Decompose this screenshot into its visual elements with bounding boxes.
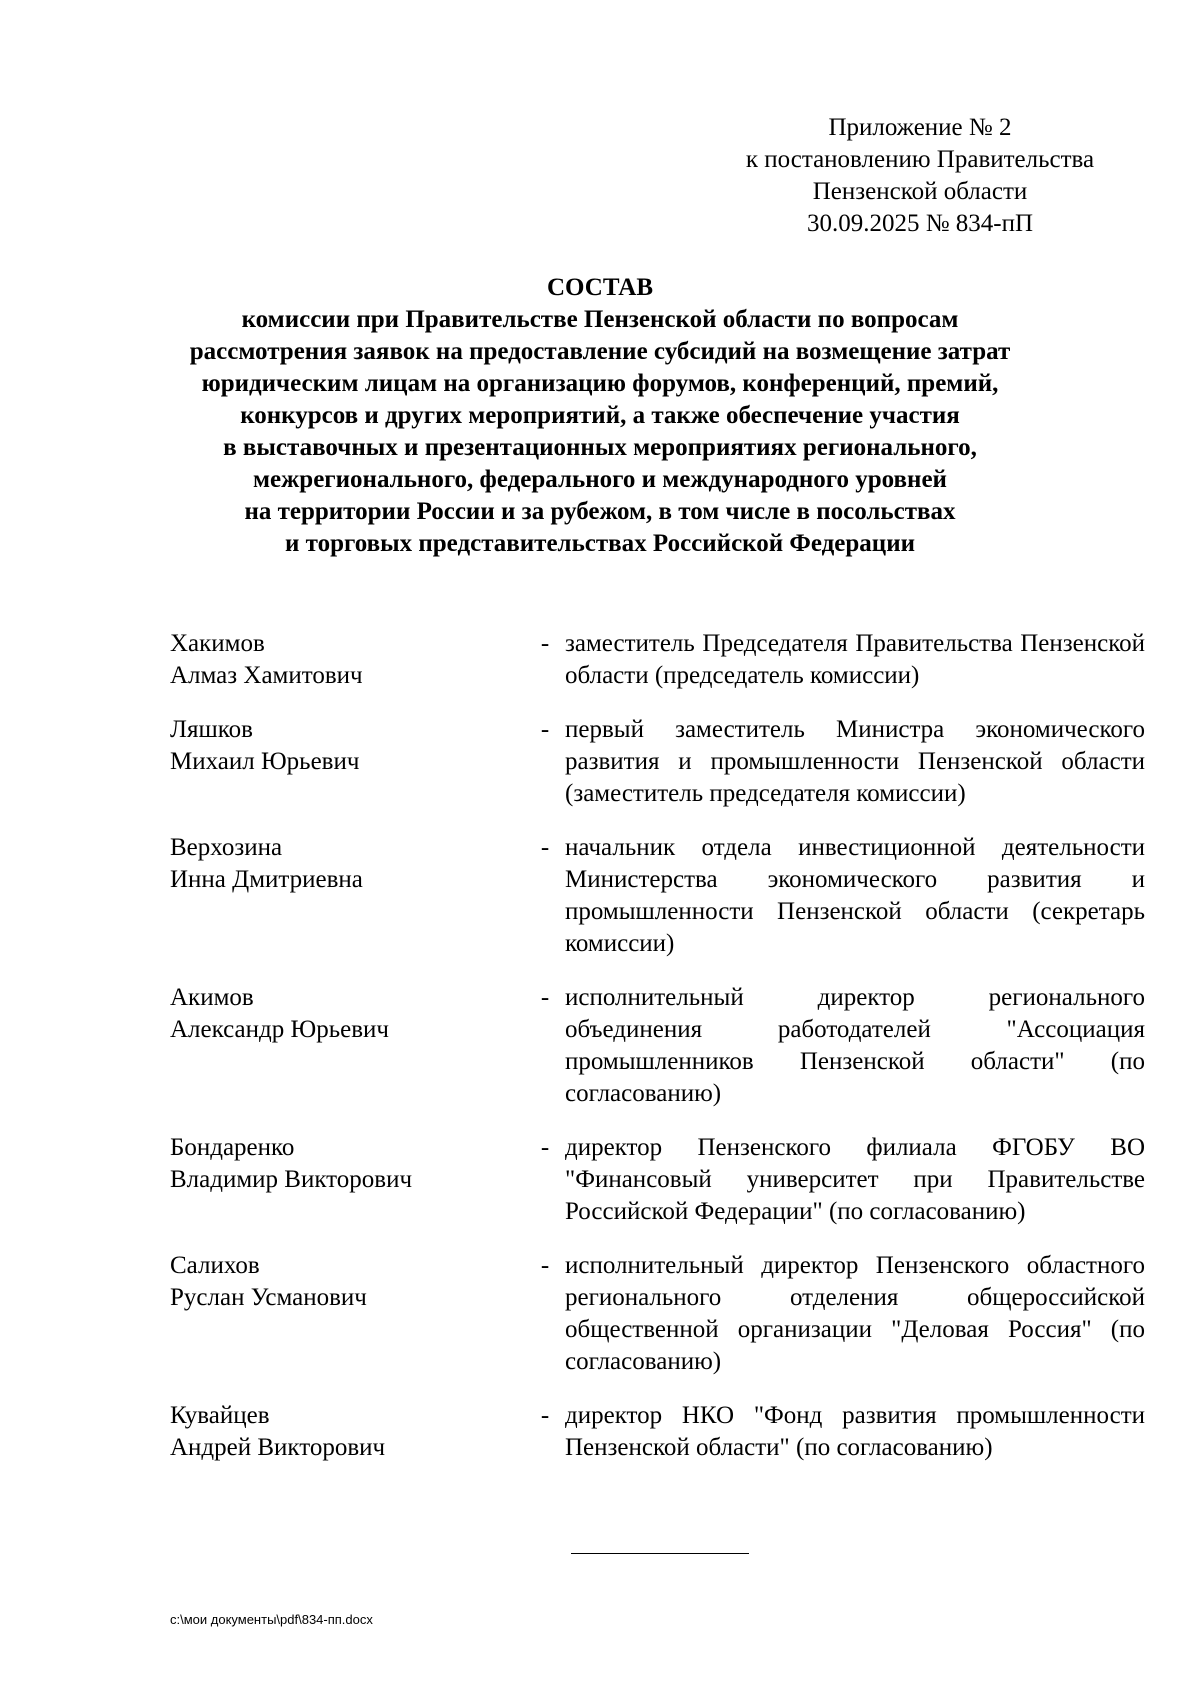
member-dash: -: [540, 1402, 550, 1429]
member-given-name: Михаил Юрьевич: [170, 748, 360, 775]
member-role: директор Пензенского филиала ФГОБУ ВО "Финансовый университет при Правительстве Российской Федерации" (по согласованию): [565, 1134, 1145, 1225]
member-role: исполнительный директор регионального объединения работодателей "Ассоциация промышленников Пензенской области" (по согласованию): [565, 984, 1145, 1107]
appendix-region: Пензенской области: [812, 178, 1028, 205]
title-line: конкурсов и других мероприятий, а также обеспечение участия: [240, 402, 960, 429]
member-row: [170, 714, 1145, 810]
appendix-header: [700, 112, 1140, 240]
member-surname: Акимов: [170, 984, 254, 1011]
title-line: межрегионального, федерального и международного уровней: [253, 466, 947, 493]
member-role: первый заместитель Министра экономического развития и промышленности Пензенской области (заместитель председателя комиссии): [565, 716, 1145, 807]
member-row: [170, 1400, 1145, 1464]
member-surname: Бондаренко: [170, 1134, 295, 1161]
member-row: [170, 1250, 1145, 1378]
member-name: [170, 1250, 525, 1378]
title-line: комиссии при Правительстве Пензенской области по вопросам: [241, 306, 959, 333]
member-row: [170, 628, 1145, 692]
title-line: на территории России и за рубежом, в том числе в посольствах: [244, 498, 956, 525]
member-dash: -: [540, 716, 550, 743]
title-line: рассмотрения заявок на предоставление субсидий на возмещение затрат: [189, 338, 1011, 365]
member-surname: Кувайцев: [170, 1402, 270, 1429]
member-name: [170, 832, 525, 960]
member-surname: Верхозина: [170, 834, 283, 861]
member-given-name: Александр Юрьевич: [170, 1016, 389, 1043]
closing-separator-line: [571, 1553, 749, 1554]
member-dash: -: [540, 984, 550, 1011]
title-line: юридическим лицам на организацию форумов, конференций, премий,: [201, 370, 999, 397]
document-title: [150, 272, 1050, 560]
member-dash: -: [540, 630, 550, 657]
member-given-name: Инна Дмитриевна: [170, 866, 363, 893]
member-given-name: Андрей Викторович: [170, 1434, 386, 1461]
member-role: начальник отдела инвестиционной деятельности Министерства экономического развития и промышленности Пензенской области (секретарь комиссии): [565, 834, 1145, 957]
member-surname: Ляшков: [170, 716, 253, 743]
title-heading: СОСТАВ: [546, 274, 654, 301]
title-line: и торговых представительствах Российской Федерации: [284, 530, 916, 557]
member-role: директор НКО "Фонд развития промышленности Пензенской области" (по согласованию): [565, 1402, 1145, 1461]
member-surname: Салихов: [170, 1252, 260, 1279]
member-surname: Хакимов: [170, 630, 265, 657]
member-dash: -: [540, 1134, 550, 1161]
member-name: [170, 982, 525, 1110]
member-row: [170, 1132, 1145, 1228]
member-role: исполнительный директор Пензенского областного регионального отделения общероссийской общественной организации "Деловая Россия" (по согласованию): [565, 1252, 1145, 1375]
member-row: [170, 832, 1145, 960]
member-name: [170, 714, 525, 810]
member-name: [170, 628, 525, 692]
member-dash: -: [540, 1252, 550, 1279]
member-dash: -: [540, 834, 550, 861]
footer-file-path: c:\мои документы\pdf\834-пп.docx: [170, 1612, 373, 1627]
member-row: [170, 982, 1145, 1110]
member-name: [170, 1132, 525, 1228]
member-role: заместитель Председателя Правительства Пензенской области (председатель комиссии): [565, 630, 1145, 689]
appendix-reference: к постановлению Правительства: [745, 146, 1095, 173]
member-given-name: Руслан Усманович: [170, 1284, 367, 1311]
member-given-name: Владимир Викторович: [170, 1166, 413, 1193]
appendix-number: Приложение № 2: [828, 114, 1012, 141]
title-line: в выставочных и презентационных мероприятиях регионального,: [223, 434, 977, 461]
member-name: [170, 1400, 525, 1464]
appendix-date-number: 30.09.2025 № 834-пП: [806, 210, 1034, 237]
members-list: [170, 628, 1145, 1486]
member-given-name: Алмаз Хамитович: [170, 662, 363, 689]
